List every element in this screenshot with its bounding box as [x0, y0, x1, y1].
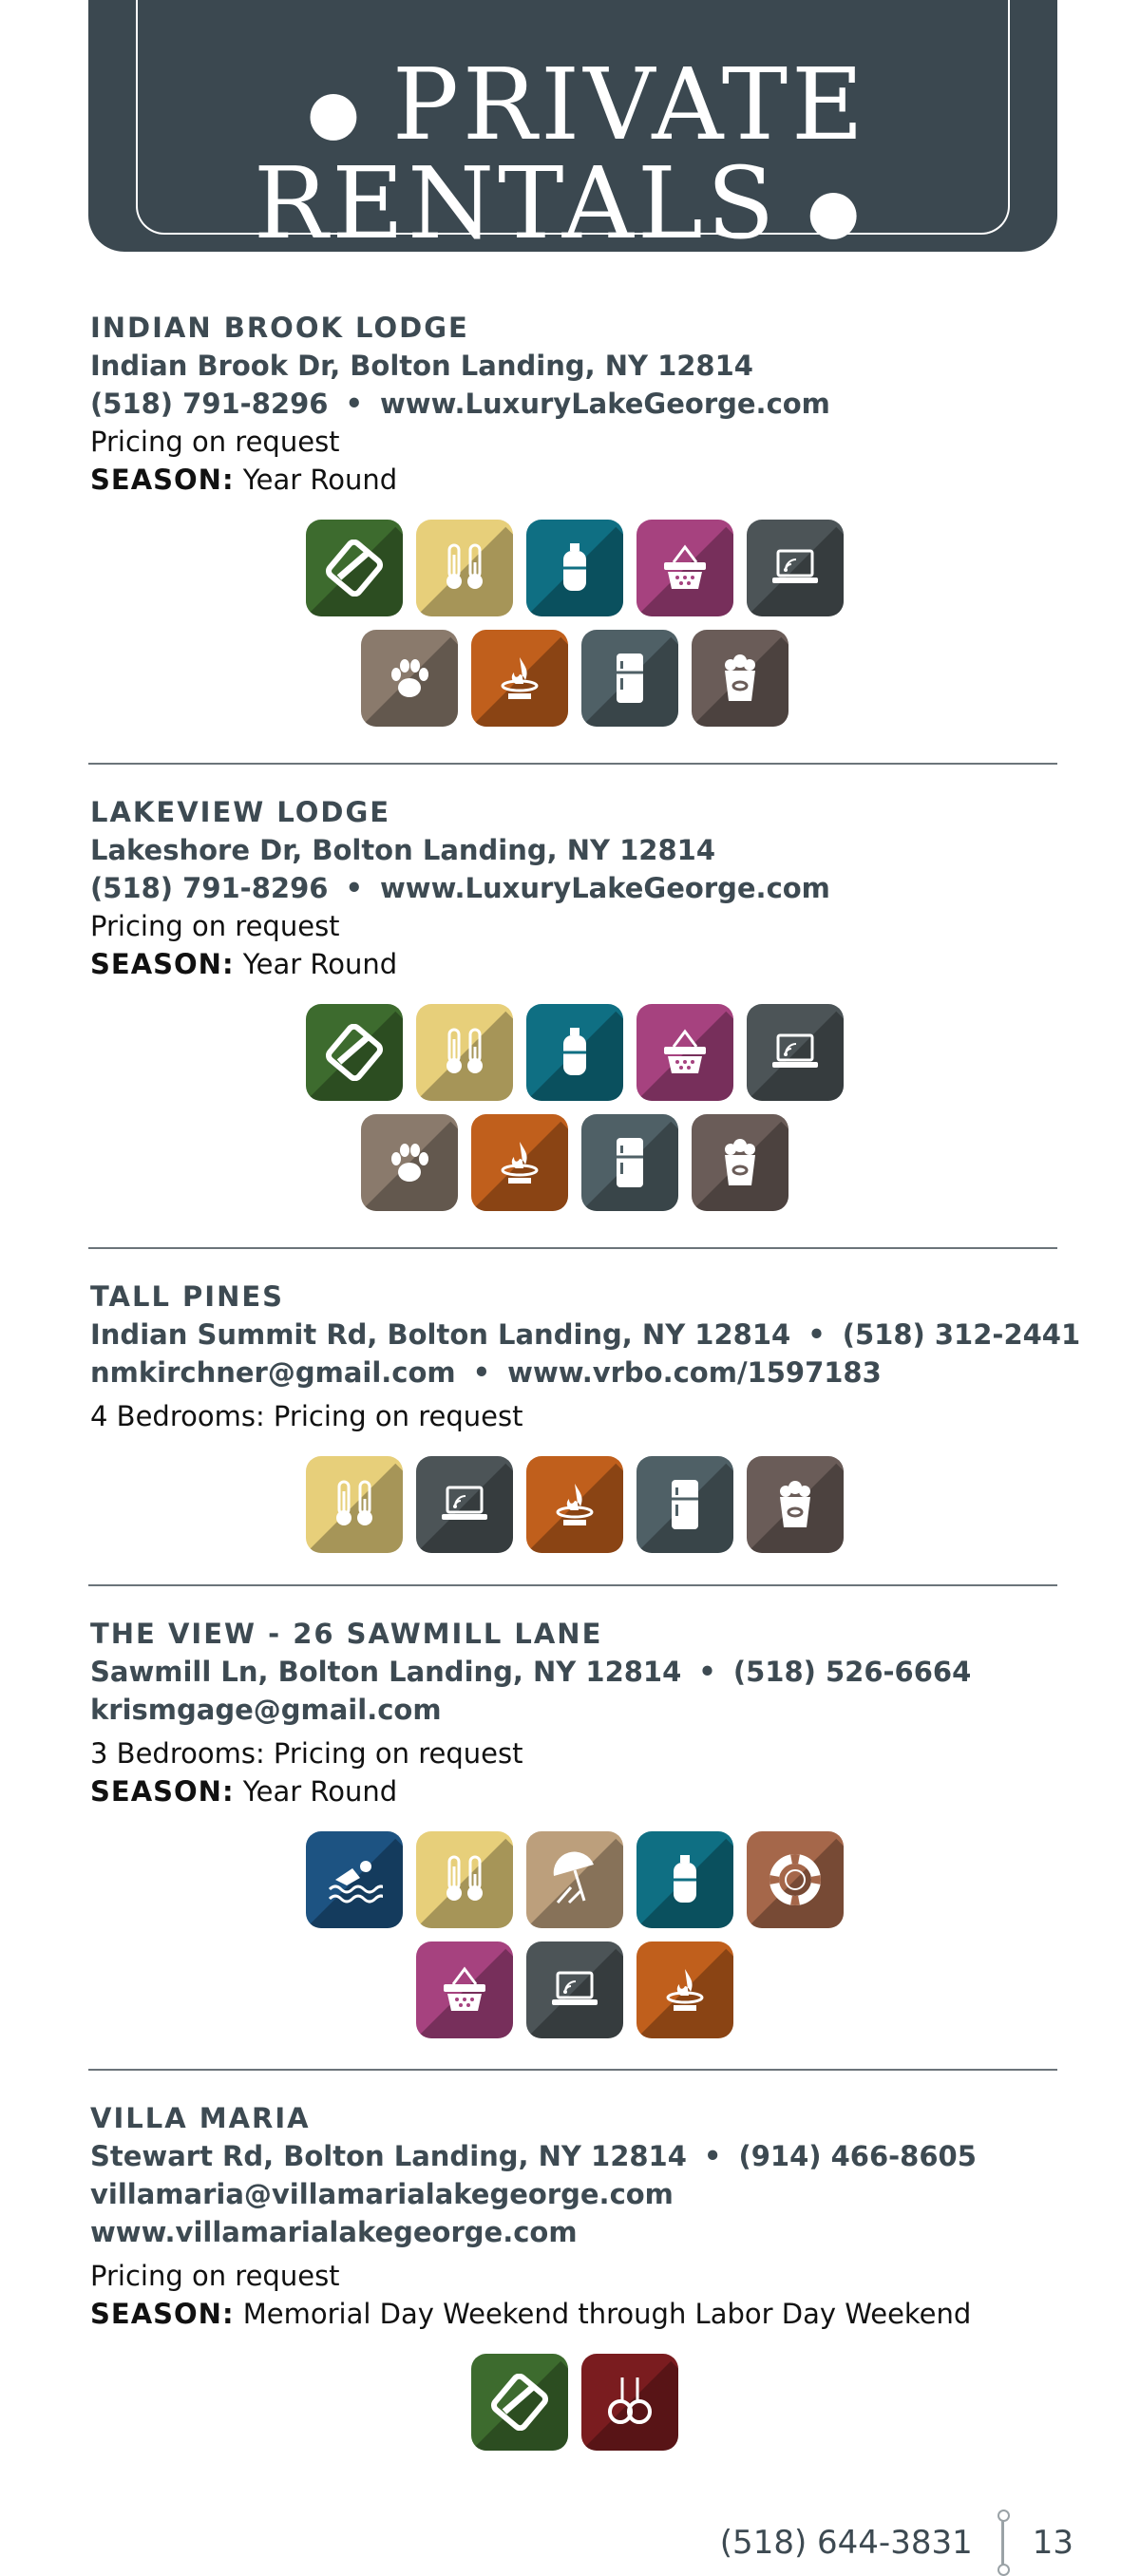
season-label: SEASON: — [90, 948, 235, 980]
basket-icon — [636, 1004, 733, 1101]
listing-website-link[interactable]: www.LuxuryLakeGeorge.com — [379, 388, 830, 420]
propane-tank-icon — [636, 1831, 733, 1928]
page-title-text: PRIVATE RENTALS — [253, 47, 867, 261]
life-ring-icon — [747, 1831, 844, 1928]
page-title — [88, 47, 1057, 261]
listing-name: THE VIEW - 26 SAWMILL LANE — [90, 1618, 603, 1650]
listing-pricing: 3 Bedrooms: Pricing on request — [90, 1737, 523, 1770]
listing-contact: Sawmill Ln, Bolton Landing, NY 12814 • (518) 526-6664 — [90, 1656, 972, 1688]
listing-address: Indian Summit Rd, Bolton Landing, NY 12814 — [90, 1318, 791, 1351]
listing-email-link[interactable]: krismgage@gmail.com — [90, 1694, 442, 1726]
credit-card-icon — [306, 520, 403, 616]
listing-phone: (518) 791-8296 — [90, 872, 329, 904]
listing-pricing: Pricing on request — [90, 2260, 340, 2292]
thermometer-icon — [416, 1831, 513, 1928]
listing-email-link[interactable]: nmkirchner@gmail.com — [90, 1356, 456, 1389]
listing-season — [90, 945, 1059, 983]
popcorn-icon — [747, 1456, 844, 1553]
listing-indian-brook-lodge — [90, 309, 1059, 727]
fire-pit-icon — [636, 1941, 733, 2038]
amenities-row — [90, 630, 1059, 727]
listing-contact: Stewart Rd, Bolton Landing, NY 12814 • (914) 466-8605 — [90, 2140, 977, 2172]
listing-tall-pines — [90, 1278, 1081, 1553]
listing-the-view — [90, 1615, 1059, 2038]
popcorn-icon — [692, 1114, 788, 1211]
section-divider — [88, 1584, 1057, 1586]
title-bullet-right: ● — [807, 176, 864, 247]
thermometer-icon — [306, 1456, 403, 1553]
refrigerator-icon — [636, 1456, 733, 1553]
refrigerator-icon — [581, 630, 678, 727]
amenities-row — [90, 1004, 1059, 1101]
thermometer-icon — [416, 520, 513, 616]
title-bullet-left: ● — [307, 77, 364, 148]
listing-email-link[interactable]: villamaria@villamarialakegeorge.com — [90, 2178, 674, 2210]
listing-address: Lakeshore Dr, Bolton Landing, NY 12814 — [90, 834, 716, 866]
listing-website-link[interactable]: www.vrbo.com/1597183 — [507, 1356, 882, 1389]
credit-card-icon — [471, 2354, 568, 2451]
propane-tank-icon — [526, 1004, 623, 1101]
listing-contact: nmkirchner@gmail.com • www.vrbo.com/1597183 — [90, 1356, 882, 1389]
page-header-banner — [88, 0, 1057, 261]
paw-icon — [361, 1114, 458, 1211]
popcorn-icon — [692, 630, 788, 727]
listing-website-link[interactable]: www.villamarialakegeorge.com — [90, 2216, 578, 2248]
amenities-row — [90, 1941, 1059, 2038]
beach-umbrella-icon — [526, 1831, 623, 1928]
swimming-icon — [306, 1831, 403, 1928]
section-divider — [88, 1247, 1057, 1249]
basket-icon — [636, 520, 733, 616]
listing-contact: (518) 791-8296 • www.LuxuryLakeGeorge.com — [90, 872, 830, 904]
propane-tank-icon — [526, 520, 623, 616]
season-value: Year Round — [242, 1775, 398, 1808]
amenities-row — [90, 2354, 1059, 2451]
fire-pit-icon — [526, 1456, 623, 1553]
listing-villa-maria — [90, 2099, 1059, 2451]
listing-address: Indian Brook Dr, Bolton Landing, NY 12814 — [90, 350, 753, 382]
footer-phone: (518) 644-3831 — [719, 2524, 973, 2562]
listing-phone: (914) 466-8605 — [738, 2140, 977, 2172]
footer-separator — [1001, 2519, 1004, 2567]
section-divider — [88, 2069, 1057, 2071]
paw-icon — [361, 630, 458, 727]
section-divider — [88, 763, 1057, 765]
season-label: SEASON: — [90, 1775, 235, 1808]
listing-season — [90, 2295, 1059, 2333]
amenities-row — [90, 1831, 1059, 1928]
season-label: SEASON: — [90, 464, 235, 496]
listing-name: VILLA MARIA — [90, 2102, 311, 2134]
season-label: SEASON: — [90, 2298, 235, 2330]
fire-pit-icon — [471, 630, 568, 727]
page-footer — [720, 2519, 1074, 2567]
season-value: Year Round — [242, 948, 398, 980]
laptop-wifi-icon — [747, 1004, 844, 1101]
listing-phone: (518) 526-6664 — [732, 1656, 972, 1688]
listing-address: Stewart Rd, Bolton Landing, NY 12814 — [90, 2140, 687, 2172]
amenities-row — [90, 520, 1059, 616]
listing-phone: (518) 312-2441 — [842, 1318, 1081, 1351]
listing-name: LAKEVIEW LODGE — [90, 796, 391, 828]
amenities-row — [90, 1114, 1059, 1211]
listing-pricing: 4 Bedrooms: Pricing on request — [90, 1400, 523, 1432]
listing-name: INDIAN BROOK LODGE — [90, 312, 469, 344]
laptop-wifi-icon — [416, 1456, 513, 1553]
fire-pit-icon — [471, 1114, 568, 1211]
page-number: 13 — [1032, 2524, 1074, 2562]
listing-address: Sawmill Ln, Bolton Landing, NY 12814 — [90, 1656, 682, 1688]
refrigerator-icon — [581, 1114, 678, 1211]
listing-season — [90, 1772, 1059, 1810]
listing-season — [90, 461, 1059, 499]
listing-contact: Indian Summit Rd, Bolton Landing, NY 12814 • (518) 312-2441 — [90, 1318, 1081, 1351]
gym-rings-icon — [581, 2354, 678, 2451]
credit-card-icon — [306, 1004, 403, 1101]
season-value: Year Round — [242, 464, 398, 496]
season-value: Memorial Day Weekend through Labor Day Weekend — [242, 2298, 972, 2330]
listing-phone: (518) 791-8296 — [90, 388, 329, 420]
listing-pricing: Pricing on request — [90, 426, 340, 458]
listing-contact: (518) 791-8296 • www.LuxuryLakeGeorge.com — [90, 388, 830, 420]
thermometer-icon — [416, 1004, 513, 1101]
listing-lakeview-lodge — [90, 793, 1059, 1211]
laptop-wifi-icon — [526, 1941, 623, 2038]
laptop-wifi-icon — [747, 520, 844, 616]
basket-icon — [416, 1941, 513, 2038]
listing-website-link[interactable]: www.LuxuryLakeGeorge.com — [379, 872, 830, 904]
listing-pricing: Pricing on request — [90, 910, 340, 942]
amenities-row — [90, 1456, 1059, 1553]
listing-name: TALL PINES — [90, 1280, 285, 1313]
